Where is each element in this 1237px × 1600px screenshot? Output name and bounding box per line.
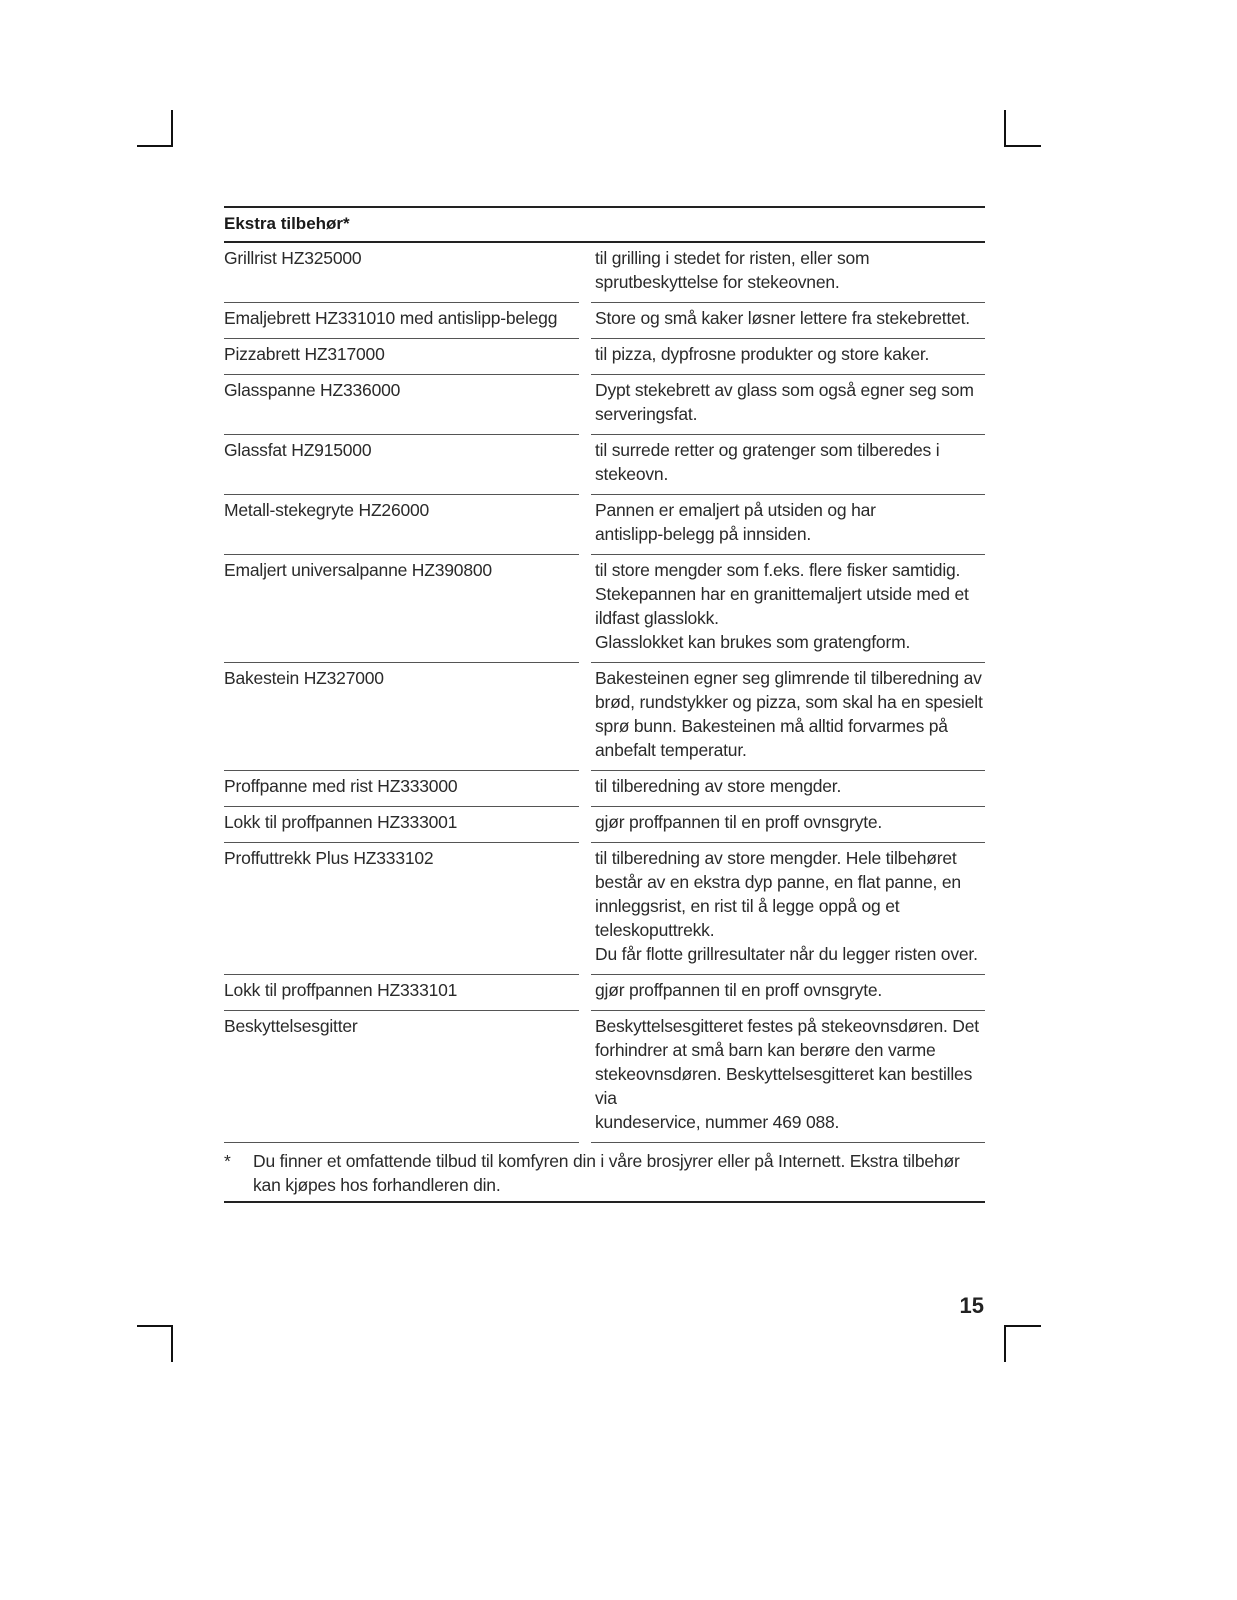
item-description: til pizza, dypfrosne produkter og store kaker. bbox=[591, 339, 985, 375]
table-row bbox=[224, 375, 985, 435]
item-name: Proffpanne med rist HZ333000 bbox=[224, 771, 579, 807]
table-row bbox=[224, 555, 985, 663]
crop-mark-bottom-right-vertical bbox=[1004, 1325, 1006, 1362]
table-row bbox=[224, 303, 985, 339]
item-description: til grilling i stedet for risten, eller som sprutbeskyttelse for stekeovnen. bbox=[591, 243, 985, 303]
item-description: gjør proffpannen til en proff ovnsgryte. bbox=[591, 975, 985, 1011]
crop-mark-bottom-left-horizontal bbox=[137, 1325, 173, 1327]
table-row bbox=[224, 339, 985, 375]
item-name: Glasspanne HZ336000 bbox=[224, 375, 579, 435]
item-description: til surrede retter og gratenger som tilberedes i stekeovn. bbox=[591, 435, 985, 495]
item-name: Grillrist HZ325000 bbox=[224, 243, 579, 303]
item-description: gjør proffpannen til en proff ovnsgryte. bbox=[591, 807, 985, 843]
item-description: til tilberedning av store mengder. bbox=[591, 771, 985, 807]
crop-mark-bottom-right-horizontal bbox=[1004, 1325, 1041, 1327]
table-row bbox=[224, 243, 985, 303]
item-description: Beskyttelsesgitteret festes på stekeovnsdøren. Det forhindrer at små barn kan berøre den varme stekeovnsdøren. Beskyttelsesgitteret kan bestilles via kundeservice, nummer 469 088. bbox=[591, 1011, 985, 1143]
crop-mark-top-left-horizontal bbox=[137, 145, 173, 147]
item-name: Pizzabrett HZ317000 bbox=[224, 339, 579, 375]
footnote-text: Du finner et omfattende tilbud til komfyren din i våre brosjyrer eller på Internett. Ekstra tilbehør kan kjøpes hos forhandleren din. bbox=[253, 1151, 960, 1195]
table-row bbox=[224, 771, 985, 807]
table-row bbox=[224, 807, 985, 843]
item-description: til tilberedning av store mengder. Hele tilbehøret består av en ekstra dyp panne, en flat panne, en innleggsrist, en rist til å legge oppå og et teleskoputtrekk. Du får flotte grillresultater når du legger risten over. bbox=[591, 843, 985, 975]
item-name: Lokk til proffpannen HZ333101 bbox=[224, 975, 579, 1011]
item-description: Bakesteinen egner seg glimrende til tilberedning av brød, rundstykker og pizza, som skal ha en spesielt sprø bunn. Bakesteinen må alltid forvarmes på anbefalt temperatur. bbox=[591, 663, 985, 771]
footnote-mark: * bbox=[224, 1151, 231, 1171]
item-name: Emaljebrett HZ331010 med antislipp-belegg bbox=[224, 303, 579, 339]
item-description: til store mengder som f.eks. flere fisker samtidig. Stekepannen har en granittemaljert utside med et ildfast glasslokk. Glasslokket kan brukes som gratengform. bbox=[591, 555, 985, 663]
page-number: 15 bbox=[959, 1293, 984, 1318]
table-row bbox=[224, 843, 985, 975]
accessories-section bbox=[224, 206, 985, 1203]
table-row bbox=[224, 1011, 985, 1143]
item-name: Proffuttrekk Plus HZ333102 bbox=[224, 843, 579, 975]
item-name: Beskyttelsesgitter bbox=[224, 1011, 579, 1143]
item-name: Metall-stekegryte HZ26000 bbox=[224, 495, 579, 555]
table-row bbox=[224, 435, 985, 495]
item-name: Lokk til proffpannen HZ333001 bbox=[224, 807, 579, 843]
item-description: Store og små kaker løsner lettere fra stekebrettet. bbox=[591, 303, 985, 339]
crop-mark-top-left-vertical bbox=[171, 110, 173, 147]
crop-mark-top-right-vertical bbox=[1004, 110, 1006, 147]
table-row bbox=[224, 975, 985, 1011]
table-row bbox=[224, 663, 985, 771]
item-name: Emaljert universalpanne HZ390800 bbox=[224, 555, 579, 663]
item-description: Dypt stekebrett av glass som også egner seg som serveringsfat. bbox=[591, 375, 985, 435]
table-row bbox=[224, 495, 985, 555]
item-description: Pannen er emaljert på utsiden og har antislipp-belegg på innsiden. bbox=[591, 495, 985, 555]
crop-mark-top-right-horizontal bbox=[1004, 145, 1041, 147]
item-name: Bakestein HZ327000 bbox=[224, 663, 579, 771]
accessories-table bbox=[224, 243, 985, 1143]
footnote bbox=[224, 1143, 985, 1203]
section-title: Ekstra tilbehør* bbox=[224, 206, 985, 243]
crop-mark-bottom-left-vertical bbox=[171, 1325, 173, 1362]
item-name: Glassfat HZ915000 bbox=[224, 435, 579, 495]
